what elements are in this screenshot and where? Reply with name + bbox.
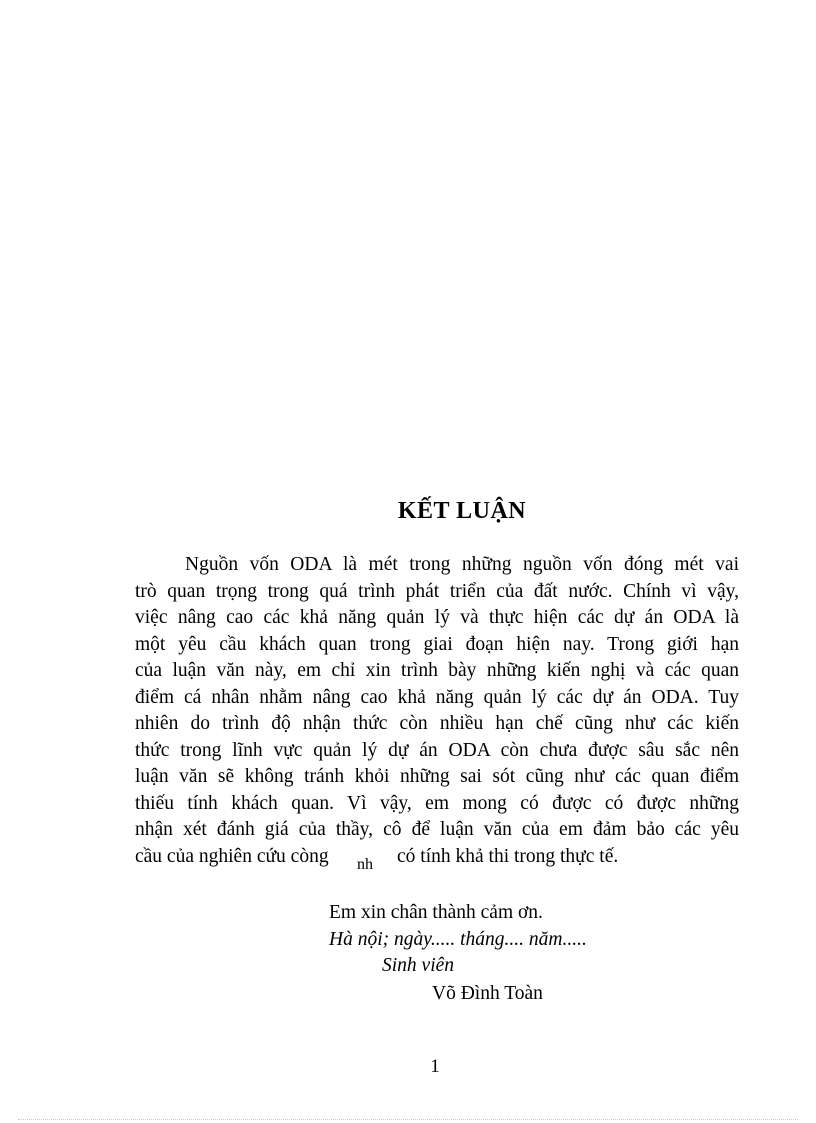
paragraph-line: trò quan trọng trong quá trình phát triển của đất nước. Chính vì vậy, <box>135 580 739 602</box>
closing-date-line: Hà nội; ngày..... tháng.... năm..... <box>329 929 587 950</box>
paragraph-line: Nguồn vốn ODA là mét trong những nguồn vốn đóng mét vai <box>185 554 739 575</box>
author-name: Võ Đình Toàn <box>432 983 543 1004</box>
closing-thanks: Em xin chân thành cảm ơn. <box>329 902 543 923</box>
paragraph-line: một yêu cầu khách quan trong giai đoạn hiện nay. Trong giới hạn <box>135 633 739 655</box>
paragraph-line: luận văn sẽ không tránh khỏi những sai sót cũng như các quan điểm <box>135 766 739 787</box>
closing-role: Sinh viên <box>382 955 455 976</box>
paragraph-last-line <box>135 844 739 871</box>
paragraph-line: điểm cá nhân nhằm nâng cao khả năng quản lý các dự án ODA. Tuy <box>135 686 739 708</box>
paragraph-line: việc nâng cao các khả năng quản lý và thực hiện các dự án ODA là <box>135 607 739 628</box>
page-bottom-divider <box>18 1119 798 1120</box>
paragraph-line: thiếu tính khách quan. Vì vậy, em mong có được có được những <box>135 792 739 814</box>
last-line-part-3: có tính khả thi trong thực tế. <box>397 845 619 867</box>
paragraph-line: thức trong lĩnh vực quản lý dự án ODA còn chưa được sâu sắc nên <box>135 739 739 761</box>
paragraph-line: nhiên do trình độ nhận thức còn nhiều hạn chế cũng như các kiến <box>135 713 739 734</box>
page-title: KẾT LUẬN <box>397 498 527 524</box>
last-line-part-2: nh <box>357 855 373 873</box>
page-number: 1 <box>430 1056 440 1077</box>
conclusion-paragraph <box>135 552 739 873</box>
paragraph-line: nhận xét đánh giá của thầy, cô để luận văn của em đảm bảo các yêu <box>135 819 739 840</box>
paragraph-line: của luận văn này, em chỉ xin trình bày những kiến nghị và các quan <box>135 660 739 681</box>
last-line-part-1: cầu của nghiên cứu còng <box>135 845 329 867</box>
